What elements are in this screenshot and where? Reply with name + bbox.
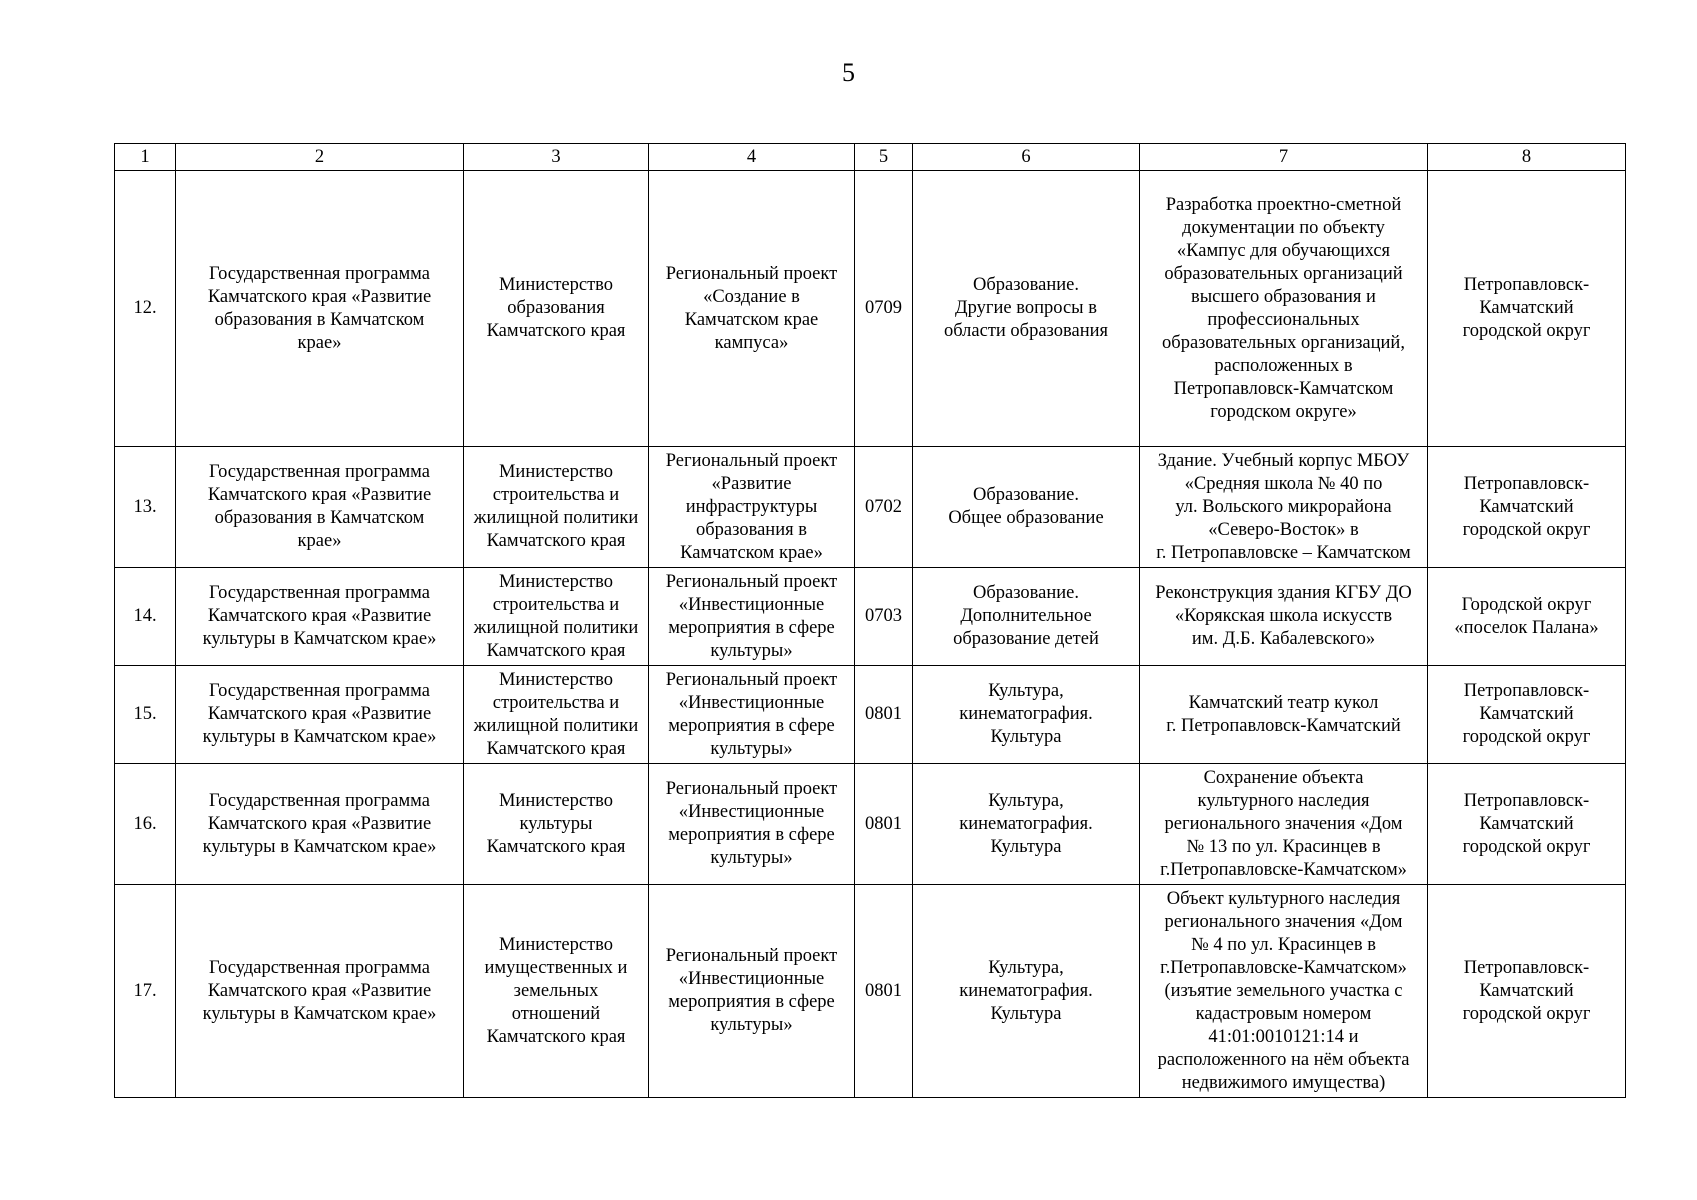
program-cell: Государственная программа Камчатского края «Развитие образования в Камчатском крае» [176,171,464,447]
project-cell: Региональный проект «Развитие инфраструктуры образования в Камчатском крае» [649,447,855,568]
header-cell: 3 [464,144,649,171]
code-cell: 0702 [855,447,913,568]
table-row [115,666,1626,764]
program-cell: Государственная программа Камчатского края «Развитие культуры в Камчатском крае» [176,764,464,885]
code-cell: 0801 [855,885,913,1098]
project-cell: Региональный проект «Инвестиционные мероприятия в сфере культуры» [649,885,855,1098]
table-row [115,568,1626,666]
section-cell: Культура, кинематография. Культура [913,764,1140,885]
agency-cell: Министерство образования Камчатского края [464,171,649,447]
header-cell: 2 [176,144,464,171]
location-cell: Петропавловск- Камчатский городской округ [1428,666,1626,764]
code-cell: 0709 [855,171,913,447]
object-cell: Здание. Учебный корпус МБОУ «Средняя школа № 40 по ул. Вольского микрорайона «Северо-Восток» в г. Петропавловске – Камчатском [1140,447,1428,568]
table-row [115,171,1626,447]
program-cell: Государственная программа Камчатского края «Развитие культуры в Камчатском крае» [176,666,464,764]
program-cell: Государственная программа Камчатского края «Развитие образования в Камчатском крае» [176,447,464,568]
row-number: 15. [115,666,176,764]
location-cell: Петропавловск- Камчатский городской округ [1428,764,1626,885]
header-cell: 7 [1140,144,1428,171]
location-cell: Петропавловск- Камчатский городской округ [1428,885,1626,1098]
object-cell: Разработка проектно-сметной документации по объекту «Кампус для обучающихся образовательных организаций высшего образования и профессиональных образовательных организаций, расположенных в Петропавловск-Камчатском городском округе» [1140,171,1428,447]
project-cell: Региональный проект «Инвестиционные мероприятия в сфере культуры» [649,764,855,885]
object-cell: Камчатский театр кукол г. Петропавловск-Камчатский [1140,666,1428,764]
header-cell: 8 [1428,144,1626,171]
project-cell: Региональный проект «Инвестиционные мероприятия в сфере культуры» [649,568,855,666]
section-cell: Образование. Общее образование [913,447,1140,568]
agency-cell: Министерство имущественных и земельных отношений Камчатского края [464,885,649,1098]
program-cell: Государственная программа Камчатского края «Развитие культуры в Камчатском крае» [176,885,464,1098]
row-number: 12. [115,171,176,447]
project-cell: Региональный проект «Инвестиционные мероприятия в сфере культуры» [649,666,855,764]
table-row [115,764,1626,885]
agency-cell: Министерство строительства и жилищной политики Камчатского края [464,568,649,666]
location-cell: Петропавловск- Камчатский городской округ [1428,447,1626,568]
page-number: 5 [842,58,855,87]
row-number: 13. [115,447,176,568]
table-row [115,885,1626,1098]
location-cell: Петропавловск- Камчатский городской округ [1428,171,1626,447]
program-cell: Государственная программа Камчатского края «Развитие культуры в Камчатском крае» [176,568,464,666]
row-number: 17. [115,885,176,1098]
project-cell: Региональный проект «Создание в Камчатском крае кампуса» [649,171,855,447]
header-cell: 4 [649,144,855,171]
header-cell: 5 [855,144,913,171]
object-cell: Реконструкция здания КГБУ ДО «Корякская школа искусств им. Д.Б. Кабалевского» [1140,568,1428,666]
code-cell: 0703 [855,568,913,666]
table-row [115,447,1626,568]
agency-cell: Министерство строительства и жилищной политики Камчатского края [464,447,649,568]
table-header-row [115,144,1626,171]
row-number: 14. [115,568,176,666]
section-cell: Образование. Дополнительное образование детей [913,568,1140,666]
data-table [114,143,1626,1098]
header-cell: 1 [115,144,176,171]
section-cell: Образование. Другие вопросы в области образования [913,171,1140,447]
header-cell: 6 [913,144,1140,171]
object-cell: Объект культурного наследия регионального значения «Дом № 4 по ул. Красинцев в г.Петропавловске-Камчатском» (изъятие земельного участка с кадастровым номером 41:01:0010121:14 и расположенного на нём объекта недвижимого имущества) [1140,885,1428,1098]
row-number: 16. [115,764,176,885]
code-cell: 0801 [855,666,913,764]
section-cell: Культура, кинематография. Культура [913,666,1140,764]
agency-cell: Министерство строительства и жилищной политики Камчатского края [464,666,649,764]
location-cell: Городской округ «поселок Палана» [1428,568,1626,666]
section-cell: Культура, кинематография. Культура [913,885,1140,1098]
code-cell: 0801 [855,764,913,885]
object-cell: Сохранение объекта культурного наследия регионального значения «Дом № 13 по ул. Красинцев в г.Петропавловске-Камчатском» [1140,764,1428,885]
agency-cell: Министерство культуры Камчатского края [464,764,649,885]
